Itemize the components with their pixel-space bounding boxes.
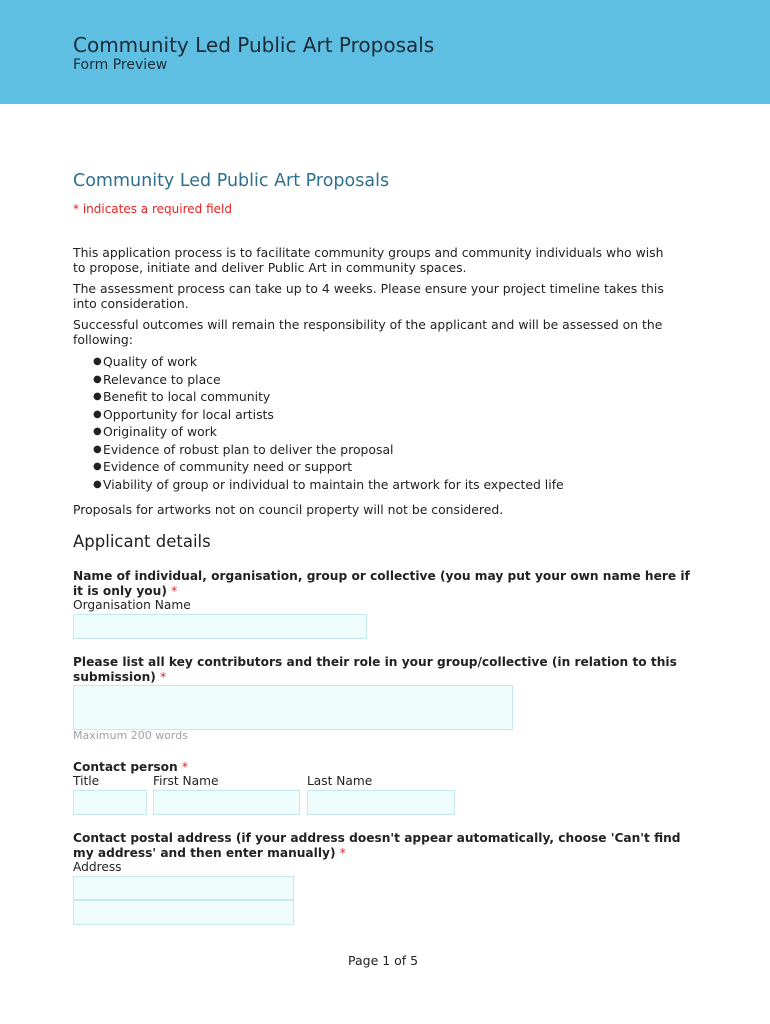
bullet-icon: ● [93, 408, 102, 420]
bullet-icon: ● [93, 391, 102, 402]
bullet-icon: ● [93, 426, 102, 437]
banner-title: Community Led Public Art Proposals [73, 33, 435, 57]
required-marker: * [181, 760, 188, 774]
contributors-word-limit-hint: Maximum 200 words [73, 729, 188, 742]
list-item: ● Originality of work [93, 424, 217, 439]
required-marker: * [160, 670, 167, 684]
first-name-input[interactable] [153, 790, 300, 815]
list-item: ● Relevance to place [93, 371, 221, 387]
postal-address-question-label: Contact postal address (if your address doesn't appear automatically, choose 'Can't find my address' and then enter manually) * [73, 831, 681, 860]
last-name-label: Last Name [307, 774, 373, 788]
name-question-label: Name of individual, organisation, group or collective (you may put your own name here if it is only you) * [73, 569, 690, 598]
address-line-1-input[interactable] [73, 876, 294, 900]
contact-person-label: Contact person * [73, 760, 188, 774]
address-label: Address [73, 860, 122, 874]
contributors-question-label: Please list all key contributors and their role in your group/collective (in relation to this submission) * [73, 655, 677, 684]
form-title: Community Led Public Art Proposals [73, 171, 390, 191]
last-name-input[interactable] [307, 790, 455, 815]
title-label: Title [73, 774, 100, 788]
bullet-icon: ● [93, 373, 102, 385]
required-marker: * [171, 584, 178, 598]
page-number: Page 1 of 5 [348, 953, 419, 968]
address-line-2-input[interactable] [73, 900, 294, 925]
header-banner [0, 0, 770, 104]
first-name-label: First Name [153, 774, 219, 788]
required-field-note: * indicates a required field [73, 202, 232, 216]
list-item: ● Evidence of community need or support [93, 459, 353, 474]
assessment-criteria-list [73, 353, 564, 493]
list-item: ● Evidence of robust plan to deliver the proposal [93, 441, 394, 457]
bullet-icon: ● [93, 356, 102, 367]
banner-subtitle: Form Preview [73, 57, 168, 73]
outro-paragraph: Proposals for artworks not on council property will not be considered. [73, 502, 504, 517]
bullet-icon: ● [93, 478, 102, 490]
contributors-textarea[interactable] [73, 685, 513, 730]
section-heading-applicant: Applicant details [73, 532, 211, 551]
intro-paragraph-2: The assessment process can take up to 4 weeks. Please ensure your project timeline takes this into consideration. [73, 281, 664, 311]
list-item: ● Opportunity for local artists [93, 406, 274, 422]
list-item: ● Viability of group or individual to maintain the artwork for its expected life [93, 476, 564, 492]
list-item: ● Benefit to local community [93, 389, 271, 404]
required-marker: * [339, 846, 346, 860]
intro-paragraph-1: This application process is to facilitate community groups and community individuals who wish to propose, initiate and deliver Public Art in community spaces. [73, 245, 664, 275]
organisation-name-label: Organisation Name [73, 598, 191, 612]
organisation-name-input[interactable] [73, 614, 367, 639]
title-input[interactable] [73, 790, 147, 815]
bullet-icon: ● [93, 443, 102, 455]
intro-paragraph-3: Successful outcomes will remain the responsibility of the applicant and will be assessed on the following: [73, 317, 663, 347]
bullet-icon: ● [93, 461, 102, 472]
list-item: ● Quality of work [93, 354, 198, 369]
